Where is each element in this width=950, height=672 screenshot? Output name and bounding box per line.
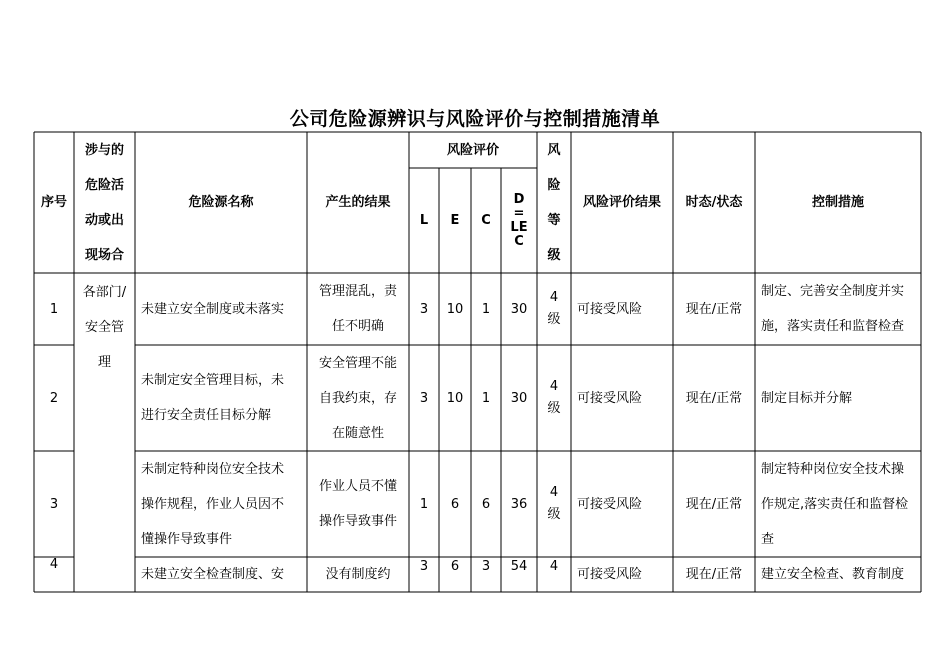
row1-E: 10 — [446, 301, 464, 317]
row1-L: 3 — [419, 301, 429, 317]
row4-state: 现在/正常 — [685, 567, 743, 582]
row4-C: 3 — [481, 559, 491, 574]
row3-L: 1 — [419, 496, 429, 512]
row4-result: 没有制度约 — [325, 567, 391, 582]
row3-state: 现在/正常 — [685, 496, 743, 512]
header-result: 产生的结果 — [325, 195, 391, 210]
row4-L: 3 — [419, 559, 429, 574]
row1-C: 1 — [481, 301, 491, 317]
row1-hazard: 未建立安全制度或未落实 — [141, 301, 285, 317]
row4-level: 4 — [549, 559, 559, 574]
row3-hazard: 未制定特种岗位安全技术 操作规程，作业人员因不 懂操作导致事件 — [141, 461, 285, 547]
header-hazard: 危险源名称 — [188, 195, 254, 210]
row4-E: 6 — [450, 559, 460, 574]
header-state: 时态/状态 — [685, 195, 743, 210]
row2-state: 现在/正常 — [685, 390, 743, 406]
row4-seq: 4 — [49, 557, 59, 572]
header-eval-result: 风险评价结果 — [582, 195, 661, 210]
row3-eval: 可接受风险 — [577, 496, 643, 512]
row1-seq: 1 — [49, 301, 59, 317]
row2-measures: 制定目标并分解 — [761, 390, 853, 406]
row1-state: 现在/正常 — [685, 301, 743, 317]
activity-merged-cell: 各部门/ 安全管 理 — [82, 285, 127, 370]
row1-level: 4 级 — [547, 290, 561, 327]
row2-hazard: 未制定安全管理目标，未 进行安全责任目标分解 — [141, 373, 285, 423]
header-risk-eval: 风险评价 — [446, 142, 499, 158]
row2-result: 安全管理不能 自我约束，存 在随意性 — [318, 355, 397, 441]
row3-result: 作业人员不懂 操作导致事件 — [318, 479, 397, 529]
row3-level: 4 级 — [547, 485, 561, 522]
row1-measures: 制定、完善安全制度并实 施，落实责任和监督检查 — [761, 284, 905, 334]
header-C: C — [481, 213, 491, 228]
row1-eval: 可接受风险 — [577, 301, 643, 317]
row3-C: 6 — [481, 496, 491, 512]
row2-E: 10 — [446, 390, 464, 406]
row4-hazard: 未建立安全检查制度、安 — [141, 567, 285, 582]
row1-result: 管理混乱，责 任不明确 — [318, 284, 397, 334]
row4-D: 54 — [510, 559, 528, 574]
row3-seq: 3 — [49, 496, 59, 512]
header-E: E — [450, 213, 460, 228]
row4-measures: 建立安全检查、教育制度 — [761, 567, 905, 582]
row2-eval: 可接受风险 — [577, 390, 643, 406]
row2-L: 3 — [419, 390, 429, 406]
row2-level: 4 级 — [547, 379, 561, 416]
header-seq: 序号 — [40, 195, 67, 210]
header-activity: 涉与的 危险活 动或出 现场合 — [84, 142, 124, 263]
header-D: D = LE C — [510, 191, 528, 249]
row4-eval: 可接受风险 — [577, 567, 643, 582]
row2-D: 30 — [510, 390, 528, 406]
row3-D: 36 — [510, 496, 528, 512]
row2-C: 1 — [481, 390, 491, 406]
header-measures: 控制措施 — [811, 195, 864, 210]
header-level: 风 险 等 级 — [547, 142, 561, 263]
row3-E: 6 — [450, 496, 460, 512]
row3-measures: 制定特种岗位安全技术操 作规定,落实责任和监督检 查 — [761, 461, 909, 547]
header-L: L — [419, 213, 429, 228]
row1-D: 30 — [510, 301, 528, 317]
document-title: 公司危险源辨识与风险评价与控制措施清单 — [289, 108, 661, 130]
row2-seq: 2 — [49, 390, 59, 406]
